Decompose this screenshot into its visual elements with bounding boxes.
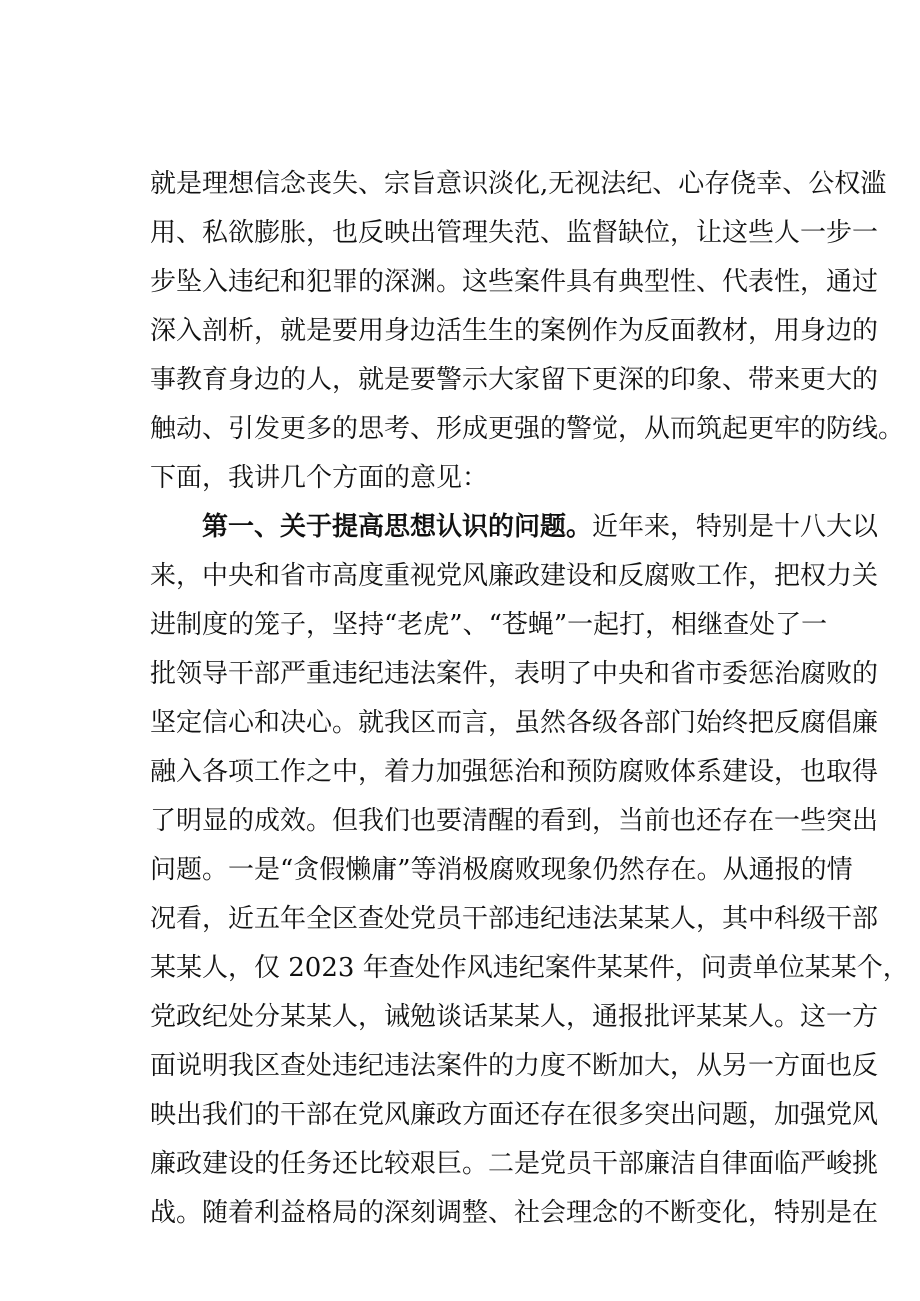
section-line-6: 了明显的成效。但我们也要清醒的看到，当前也还存在一些突出 [150, 806, 879, 836]
section-line-1: 来，中央和省市高度重视党风廉政建设和反腐败工作，把权力关 [150, 561, 879, 591]
section-line-10: 党政纪处分某某人，诫勉谈话某某人，通报批评某某人。这一方 [150, 1002, 879, 1032]
section-line-9: 某某人，仅 2023 年查处作风违纪案件某某件，问责单位某某个， [150, 953, 909, 983]
body-line-2: 用、私欲膨胀，也反映出管理失范、监督缺位，让这些人一步一 [150, 218, 879, 248]
section-line-14: 战。随着利益格局的深刻调整、社会理念的不断变化，特别是在 [150, 1198, 879, 1228]
section-heading-line [202, 507, 879, 547]
section-heading: 第一、关于提高思想认识的问题。 [202, 512, 593, 542]
body-line-4: 深入剖析，就是要用身边活生生的案例作为反面教材，用身边的 [150, 316, 879, 346]
body-line-7: 下面，我讲几个方面的意见： [150, 463, 489, 493]
section-line-11: 面说明我区查处违纪违法案件的力度不断加大，从另一方面也反 [150, 1051, 879, 1081]
section-line-3: 批领导干部严重违纪违法案件，表明了中央和省市委惩治腐败的 [150, 659, 879, 689]
section-line-4: 坚定信心和决心。就我区而言，虽然各级各部门始终把反腐倡廉 [150, 708, 879, 738]
section-line-8: 况看，近五年全区查处党员干部违纪违法某某人，其中科级干部 [150, 904, 879, 934]
body-line-1: 就是理想信念丧失、宗旨意识淡化,无视法纪、心存侥幸、公权滥 [150, 169, 887, 199]
section-line-12: 映出我们的干部在党风廉政方面还存在很多突出问题，加强党风 [150, 1100, 879, 1130]
section-line-5: 融入各项工作之中，着力加强惩治和预防腐败体系建设，也取得 [150, 757, 879, 787]
section-line-2: 进制度的笼子，坚持“老虎”、“苍蝇”一起打，相继查处了一 [150, 610, 828, 640]
body-line-5: 事教育身边的人，就是要警示大家留下更深的印象、带来更大的 [150, 365, 879, 395]
body-line-3: 步坠入违纪和犯罪的深渊。这些案件具有典型性、代表性，通过 [150, 267, 879, 297]
section-heading-rest: 近年来，特别是十八大以 [592, 512, 879, 542]
section-line-7: 问题。一是“贪假懒庸”等消极腐败现象仍然存在。从通报的情 [150, 855, 853, 885]
section-line-13: 廉政建设的任务还比较艰巨。二是党员干部廉洁自律面临严峻挑 [150, 1149, 879, 1179]
body-line-6: 触动、引发更多的思考、形成更强的警觉，从而筑起更牢的防线。 [150, 414, 905, 444]
